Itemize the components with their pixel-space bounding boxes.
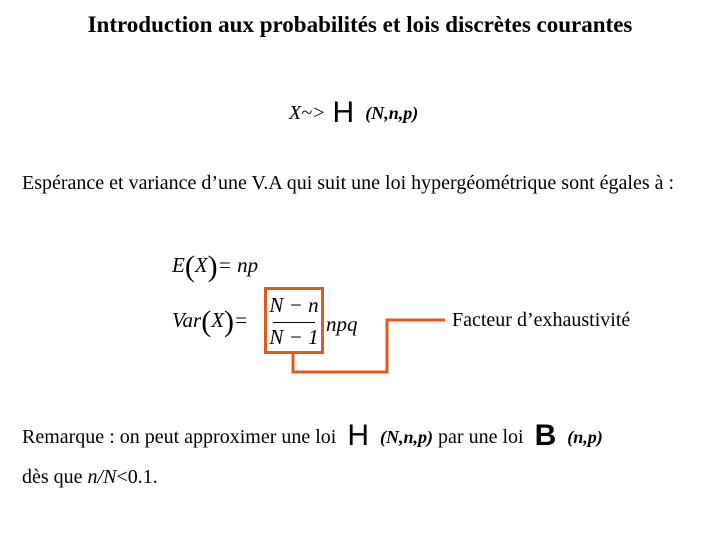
- expectation-variable: X: [194, 253, 208, 277]
- variance-variable: X: [211, 308, 225, 332]
- binomial-symbol: B: [534, 419, 557, 452]
- remark-condition: n/N: [87, 466, 117, 488]
- remark-text-1: Remarque : on peut approximer une loi: [22, 426, 337, 448]
- variance-tail: npq: [326, 312, 358, 336]
- remark-binomial-params: (n,p): [567, 427, 603, 447]
- remark-line2-suffix: <0.1.: [116, 466, 158, 488]
- remark-line2-prefix: dès que: [22, 466, 88, 488]
- fraction-numerator: N − n: [269, 293, 319, 317]
- expectation-rhs: = np: [217, 253, 259, 277]
- intro-paragraph: Espérance et variance d’une V.A qui suit une loi hypergéométrique sont égales à :: [22, 172, 675, 194]
- variance-close-paren: ): [224, 305, 235, 338]
- variance-equals: =: [234, 308, 249, 332]
- expectation-open-paren: (: [184, 250, 195, 283]
- remark-text-2: par une loi: [438, 426, 524, 448]
- slide-title: Introduction aux probabilités et lois discrètes courantes: [87, 12, 633, 37]
- remark-paragraph: [22, 416, 712, 497]
- fraction-denominator: N − 1: [269, 325, 319, 349]
- variance-lhs: Var: [172, 308, 202, 332]
- notation-parameters: (N,n,p): [365, 103, 419, 123]
- expectation-close-paren: ): [207, 250, 218, 283]
- expectation-lhs: E: [172, 253, 185, 277]
- callout-line: [293, 320, 445, 372]
- notation-variable: X~>: [289, 102, 326, 124]
- hypergeometric-symbol: H: [332, 96, 355, 129]
- remark-hypergeometric-params: (N,n,p): [380, 427, 434, 447]
- callout-label: Facteur d’exhaustivité: [452, 309, 631, 331]
- hypergeometric-symbol-remark: H: [347, 419, 370, 452]
- variance-open-paren: (: [201, 305, 212, 338]
